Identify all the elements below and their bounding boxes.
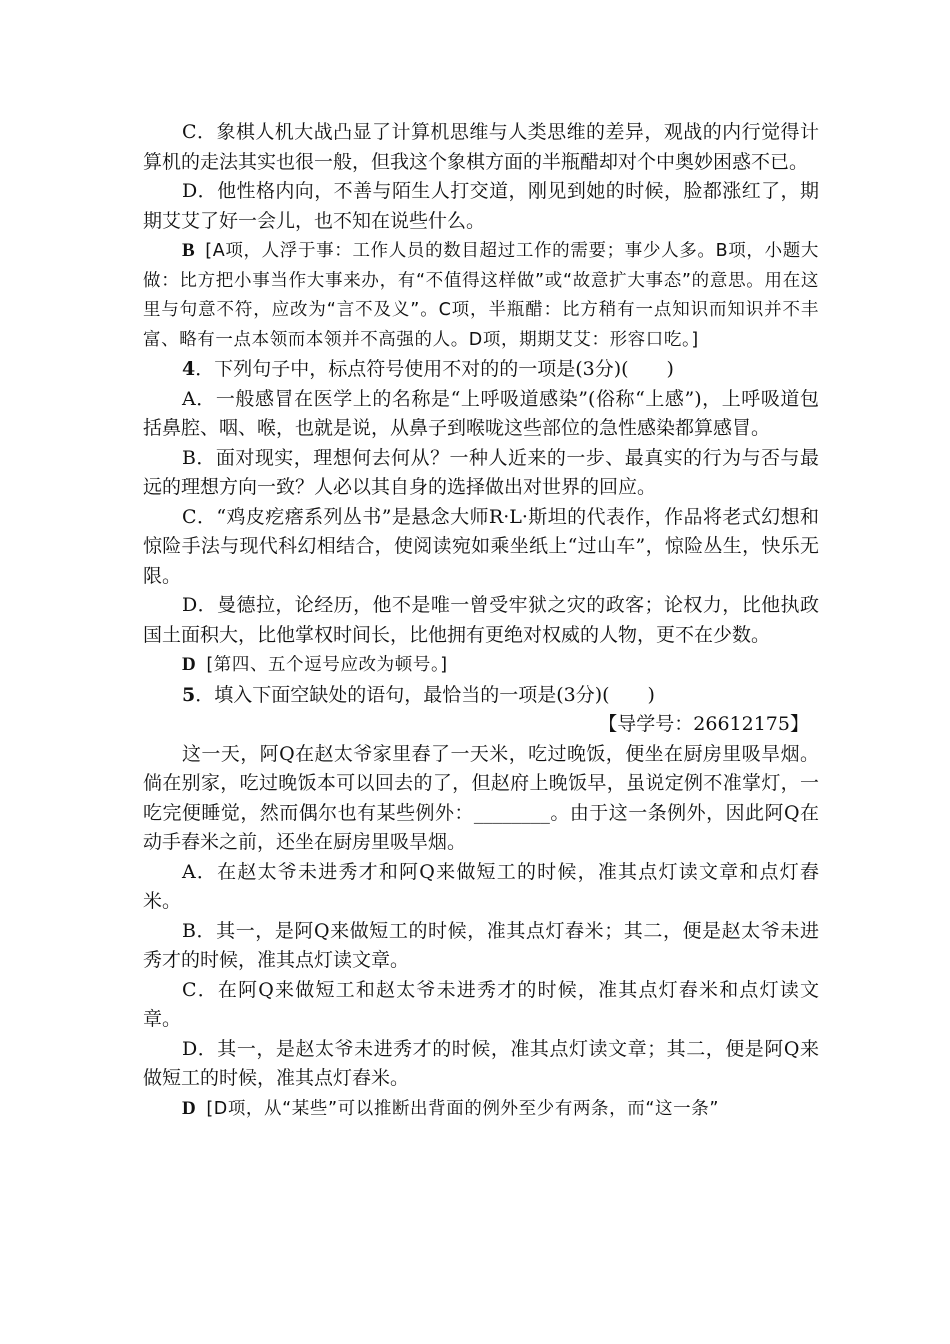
q5-option-a: A．在赵太爷未进秀才和阿Q来做短工的时候，准其点灯读文章和点灯舂米。 <box>143 860 819 912</box>
q3-answer-key: B <box>182 240 196 261</box>
q5-number: 5 <box>182 683 196 706</box>
q4-option-c: C．“鸡皮疙瘩系列丛书”是悬念大师R·L·斯坦的代表作，作品将老式幻想和惊险手法与现代科幻相结合，使阅读宛如乘坐纸上“过山车”，惊险丛生，快乐无限。 <box>143 505 819 587</box>
q5-passage: 这一天，阿Q在赵太爷家里舂了一天米，吃过晚饭，便坐在厨房里吸旱烟。倘在别家，吃过晚饭本可以回去的了，但赵府上晚饭早，虽说定例不准掌灯，一吃完便睡觉，然而偶尔也有某些例外：________。由于这一条例外，因此阿Q在动手舂米之前，还坐在厨房里吸旱烟。 <box>143 742 819 853</box>
q5-stem-text: ．填入下面空缺处的语句，最恰当的一项是(3分)( ) <box>195 683 655 706</box>
q4-stem <box>143 355 819 385</box>
q4-stem-text: ．下列句子中，标点符号使用不对的的一项是(3分)( ) <box>195 358 674 380</box>
q3-option-d: D．他性格内向，不善与陌生人打交道，刚见到她的时候，脸都涨红了，期期艾艾了好一会儿，也不知在说些什么。 <box>143 180 819 232</box>
q3-answer <box>143 236 819 355</box>
q4-option-d: D．曼德拉，论经历，他不是唯一曾受牢狱之灾的政客；论权力，比他执政国土面积大，比他掌权时间长，比他拥有更绝对权威的人物，更不在少数。 <box>143 594 819 646</box>
q4-option-b: B．面对现实，理想何去何从？一种人近来的一步、最真实的行为与否与最远的理想方向一致？人必以其自身的选择做出对世界的回应。 <box>143 446 819 498</box>
q3-answer-text: [A项，人浮于事：工作人员的数目超过工作的需要；事少人多。B项，小题大做：比方把小事当作大事来办，有“不值得这样做”或“故意扩大事态”的意思。用在这里与句意不符，应改为“言不及义”。C项，半瓶醋：比方稍有一点知识而知识并不丰富、略有一点本领而本领并不高强的人。D项，期期艾艾：形容口吃。] <box>143 241 819 350</box>
q4-answer <box>143 650 819 681</box>
q5-option-c: C．在阿Q来做短工和赵太爷未进秀才的时候，准其点灯舂米和点灯读文章。 <box>143 978 819 1030</box>
q4-answer-key: D <box>182 654 197 675</box>
q5-guide-number: 【导学号：26612175】 <box>598 713 809 735</box>
q5-option-d: D．其一，是赵太爷未进秀才的时候，准其点灯读文章；其二，便是阿Q来做短工的时候，准其点灯舂米。 <box>143 1037 819 1089</box>
q4-answer-text: [第四、五个逗号应改为顿号。] <box>206 655 448 675</box>
q4-number: 4 <box>182 358 196 380</box>
q5-answer-key: D <box>182 1097 197 1119</box>
q5-answer <box>143 1094 819 1125</box>
q5-stem <box>143 681 819 711</box>
q3-option-c: C．象棋人机大战凸显了计算机思维与人类思维的差异，观战的内行觉得计算机的走法其实也很一般，但我这个象棋方面的半瓶醋却对个中奥妙困惑不已。 <box>143 121 819 173</box>
document-page <box>143 118 819 1124</box>
q4-option-a: A．一般感冒在医学上的名称是“上呼吸道感染”(俗称“上感”)，上呼吸道包括鼻腔、咽、喉，也就是说，从鼻子到喉咙这些部位的急性感染都算感冒。 <box>143 387 819 439</box>
q5-answer-text: [D项，从“某些”可以推断出背面的例外至少有两条，而“这一条” <box>206 1098 719 1119</box>
q5-option-b: B．其一，是阿Q来做短工的时候，准其点灯舂米；其二，便是赵太爷未进秀才的时候，准其点灯读文章。 <box>143 919 819 971</box>
